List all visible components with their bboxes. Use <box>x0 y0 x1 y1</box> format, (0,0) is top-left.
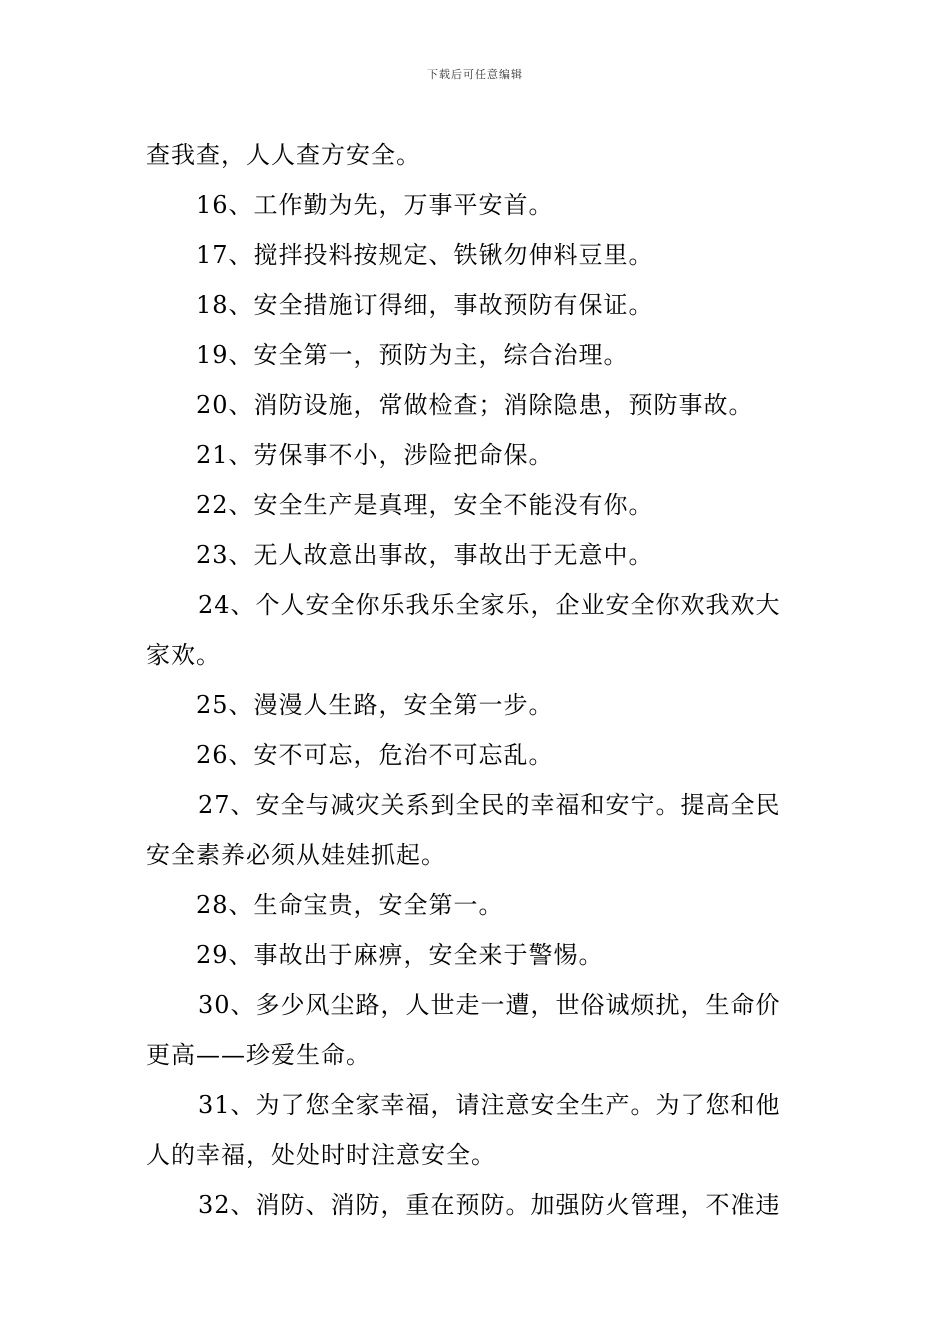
slogan-26: 26、安不可忘，危治不可忘乱。 <box>196 741 554 769</box>
slogan-25: 25、漫漫人生路，安全第一步。 <box>196 691 554 719</box>
document-body <box>146 130 810 1230</box>
slogan-24-continued: 家欢。 <box>146 641 221 669</box>
slogan-21: 21、劳保事不小，涉险把命保。 <box>196 441 554 469</box>
slogan-16: 16、工作勤为先，万事平安首。 <box>196 191 554 219</box>
text-line: 查我查，人人查方安全。 <box>146 141 421 169</box>
slogan-29: 29、事故出于麻痹，安全来于警惕。 <box>196 941 604 969</box>
slogan-17: 17、搅拌投料按规定、铁锹勿伸料豆里。 <box>196 241 654 269</box>
slogan-28: 28、生命宝贵，安全第一。 <box>196 891 504 919</box>
slogan-32: 32、消防、消防，重在预防。加强防火管理，不准违 <box>198 1191 781 1219</box>
slogan-19: 19、安全第一，预防为主，综合治理。 <box>196 341 629 369</box>
slogan-31: 31、为了您全家幸福，请注意安全生产。为了您和他 <box>198 1091 781 1119</box>
page-header-note: 下载后可任意编辑 <box>427 68 523 81</box>
slogan-24: 24、个人安全你乐我乐全家乐，企业安全你欢我欢大 <box>198 591 781 619</box>
slogan-27-continued: 安全素养必须从娃娃抓起。 <box>146 841 446 869</box>
slogan-27: 27、安全与减灾关系到全民的幸福和安宁。提高全民 <box>198 791 781 819</box>
slogan-22: 22、安全生产是真理，安全不能没有你。 <box>196 491 654 519</box>
slogan-30: 30、多少风尘路，人世走一遭，世俗诚烦扰，生命价 <box>198 991 781 1019</box>
slogan-18: 18、安全措施订得细，事故预防有保证。 <box>196 291 654 319</box>
slogan-31-continued: 人的幸福，处处时时注意安全。 <box>146 1141 496 1169</box>
slogan-20: 20、消防设施，常做检查；消除隐患，预防事故。 <box>196 391 754 419</box>
slogan-23: 23、无人故意出事故，事故出于无意中。 <box>196 541 654 569</box>
slogan-30-continued: 更高——珍爱生命。 <box>146 1041 371 1069</box>
